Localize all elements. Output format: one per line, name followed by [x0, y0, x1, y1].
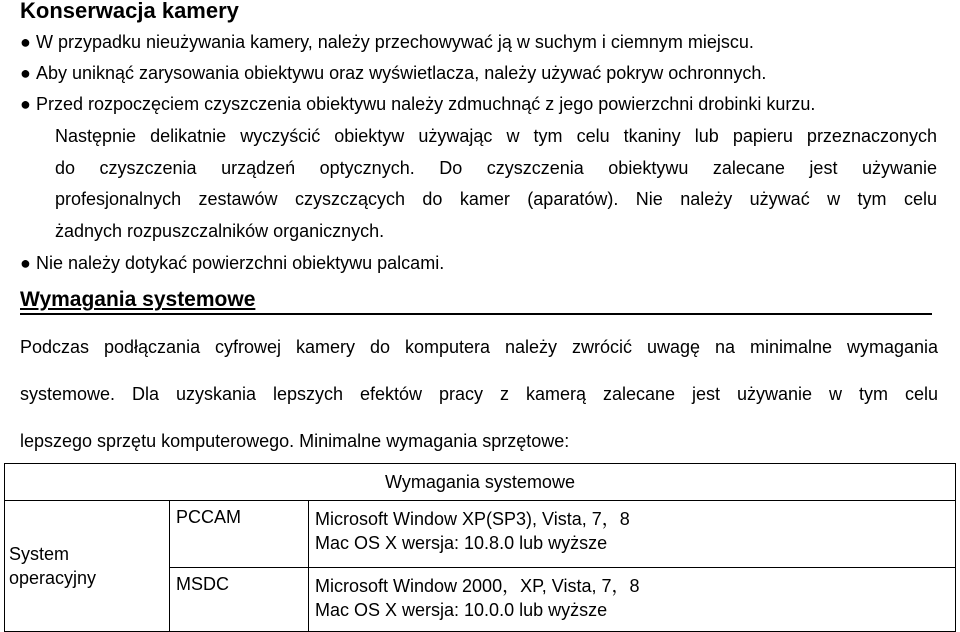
section-divider — [20, 313, 932, 315]
bullet-icon: ● — [20, 253, 31, 273]
os-spec-line: Mac OS X wersja: 10.8.0 lub wyższe — [315, 533, 608, 553]
care-bullet-3-line-4: profesjonalnych zestawów czyszczących do kamer (aparatów). Nie należy używać w tym celu — [55, 189, 937, 209]
care-bullet-3-line-3: do czyszczenia urządzeń optycznych. Do czyszczenia obiektywu zalecane jest używanie — [55, 158, 937, 178]
care-bullet-3-line-2: Następnie delikatnie wyczyścić obiektyw używając w tym celu tkaniny lub papieru przeznaczonych — [55, 126, 937, 146]
requirements-title: Wymagania systemowe — [20, 288, 256, 311]
bullet-text: Nie należy dotykać powierzchni obiektywu palcami. — [36, 253, 445, 273]
bullet-text: Aby uniknąć zarysowania obiektywu oraz wyświetlacza, należy używać pokryw ochronnych. — [36, 63, 767, 83]
requirements-table — [4, 463, 956, 632]
bullet-icon: ● — [20, 94, 31, 114]
mode-name-cell: MSDC — [170, 568, 309, 632]
care-bullet-3-line-5: żadnych rozpuszczalników organicznych. — [55, 221, 385, 241]
mode-name-cell: PCCAM — [170, 501, 309, 568]
os-spec-cell — [309, 568, 956, 632]
os-spec-line: Microsoft Window 2000，XP, Vista, 7，8 — [315, 576, 640, 596]
os-spec-cell — [309, 501, 956, 568]
os-spec-line: Microsoft Window XP(SP3), Vista, 7，8 — [315, 509, 630, 529]
table-header: Wymagania systemowe — [5, 464, 956, 501]
care-bullet-1 — [20, 31, 754, 53]
table-row — [5, 501, 956, 568]
care-title: Konserwacja kamery — [20, 0, 239, 23]
os-label-line-2: operacyjny — [9, 568, 97, 588]
bullet-text: W przypadku nieużywania kamery, należy przechowywać ją w suchym i ciemnym miejscu. — [36, 32, 754, 52]
care-bullet-2 — [20, 62, 766, 84]
bullet-icon: ● — [20, 63, 31, 83]
bullet-text: Przed rozpoczęciem czyszczenia obiektywu należy zdmuchnąć z jego powierzchni drobinki kurzu. — [36, 94, 816, 114]
os-label-line-1: System — [9, 544, 70, 564]
os-label-cell — [5, 501, 170, 632]
bullet-icon: ● — [20, 32, 31, 52]
os-spec-line: Mac OS X wersja: 10.0.0 lub wyższe — [315, 600, 608, 620]
table-header-row — [5, 464, 956, 501]
requirements-paragraph-line-2: systemowe. Dla uzyskania lepszych efektów pracy z kamerą zalecane jest używanie w tym celu — [20, 384, 938, 404]
requirements-paragraph-line-1: Podczas podłączania cyfrowej kamery do komputera należy zwrócić uwagę na minimalne wymagania — [20, 337, 938, 357]
care-bullet-4 — [20, 252, 444, 274]
requirements-paragraph-line-3: lepszego sprzętu komputerowego. Minimalne wymagania sprzętowe: — [20, 431, 570, 451]
care-bullet-3 — [20, 93, 815, 115]
